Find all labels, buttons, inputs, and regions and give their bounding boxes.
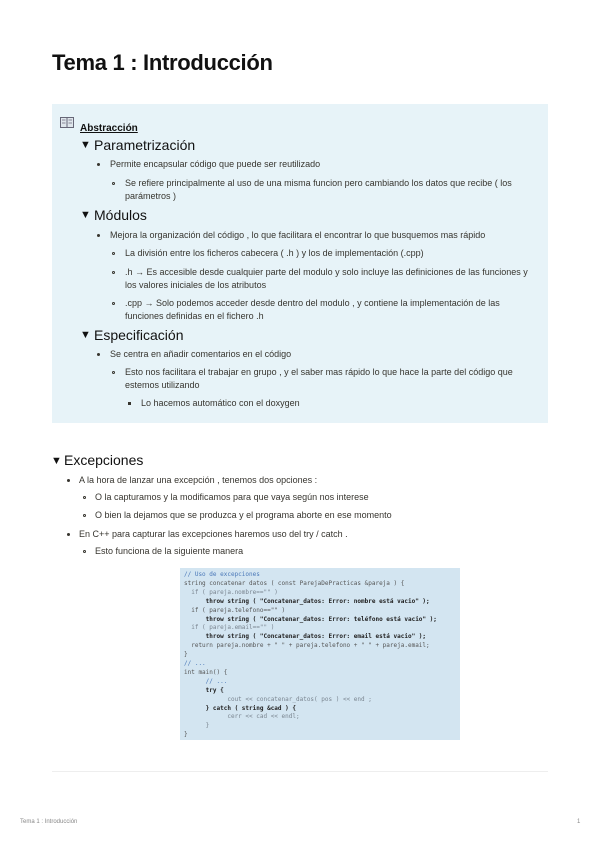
code-line: throw string ( "Concatenar_datos: Error: nombre está vacio" ); [184, 597, 430, 605]
list-item-text: Esto nos facilitara el trabajar en grupo , y el saber mas rápido lo que hace la parte del código que [125, 367, 513, 377]
list-item-text: Permite encapsular código que puede ser reutilizado [110, 159, 321, 169]
list-item-text: Se centra en añadir comentarios en el código [110, 349, 292, 359]
footer-title: Tema 1 : Introducción [20, 819, 78, 825]
list-item-text: .h → Es accesible desde cualquier parte del modulo y solo incluye las definiciones de las funciones y [125, 267, 528, 277]
toggle-arrow-icon[interactable]: ▼ [80, 329, 91, 341]
code-line: if ( pareja.email=="" ) [184, 624, 275, 632]
list-item-text: Mejora la organización del código , lo que facilitara el encontrar lo que busquemos mas rápido [110, 230, 486, 240]
section-title[interactable]: Especificación [94, 327, 184, 343]
code-line: cerr << cad << endl; [184, 713, 300, 721]
toggle-arrow-icon[interactable]: ▼ [51, 455, 62, 467]
page-title: Tema 1 : Introducción [52, 50, 273, 75]
bullet-icon [112, 182, 115, 185]
section-title[interactable]: Excepciones [64, 452, 144, 468]
list-item-text: .cpp → Solo podemos acceder desde dentro del modulo , y contiene la implementación de las [125, 298, 500, 308]
code-line: // Uso de excepciones [184, 571, 260, 578]
list-item-text: O la capturamos y la modificamos para que vaya según nos interese [95, 492, 369, 502]
book-icon [60, 117, 74, 128]
list-item-text: estemos utilizando [125, 380, 200, 390]
code-line: } catch ( string &cad ) { [184, 704, 296, 712]
section-title[interactable]: Módulos [94, 207, 147, 223]
code-line: throw string ( "Concatenar_datos: Error: email está vacio" ); [184, 633, 427, 641]
bullet-icon [83, 496, 86, 499]
divider [52, 771, 548, 772]
toggle-arrow-icon[interactable]: ▼ [80, 209, 91, 221]
list-item-text: Lo hacemos automático con el doxygen [141, 398, 300, 408]
bullet-icon [83, 550, 86, 553]
code-line: if ( pareja.telefono=="" ) [184, 606, 286, 614]
code-line: } [184, 722, 210, 730]
list-item-text: A la hora de lanzar una excepción , tenemos dos opciones : [79, 475, 318, 485]
bullet-icon [67, 533, 70, 536]
bullet-icon [97, 353, 100, 356]
code-line: } [184, 731, 188, 739]
bullet-icon [112, 371, 115, 374]
code-line: } [184, 651, 188, 659]
bullet-icon [67, 479, 70, 482]
list-item-text: funciones definidas en el fichero .h [125, 311, 264, 321]
code-block [180, 568, 460, 740]
bullet-icon [112, 271, 115, 274]
code-line: // ... [184, 677, 228, 685]
code-line: // ... [184, 660, 206, 667]
callout-heading: Abstracción [80, 123, 138, 134]
list-item-text: La división entre los ficheros cabecera ( .h ) y los de implementación (.cpp) [125, 248, 424, 258]
page-number: 1 [577, 819, 581, 825]
bullet-icon [97, 163, 100, 166]
list-item-text: parámetros ) [125, 191, 177, 201]
toggle-arrow-icon[interactable]: ▼ [80, 139, 91, 151]
bullet-icon [112, 252, 115, 255]
callout-block [52, 104, 548, 423]
bullet-icon [97, 234, 100, 237]
list-item-text: los valores iniciales de los atributos [125, 280, 267, 290]
bullet-icon [128, 402, 131, 405]
list-item-text: O bien la dejamos que se produzca y el programa aborte en ese momento [95, 510, 392, 520]
code-line: int main() { [184, 668, 228, 676]
code-line: if ( pareja.nombre=="" ) [184, 588, 278, 596]
code-line: throw string ( "Concatenar_datos: Error: teléfono está vacio" ); [184, 615, 437, 623]
code-line: return pareja.nombre + " " + pareja.telefono + " " + pareja.email; [184, 642, 430, 650]
list-item-text: En C++ para capturar las excepciones haremos uso del try / catch . [79, 529, 348, 539]
code-line: try { [184, 686, 224, 694]
bullet-icon [83, 514, 86, 517]
bullet-icon [112, 302, 115, 305]
list-item-text: Esto funciona de la siguiente manera [95, 546, 244, 556]
code-line: string concatenar datos ( const ParejaDePracticas &pareja ) { [184, 579, 405, 587]
section-title[interactable]: Parametrización [94, 137, 196, 153]
code-line: cout << concatenar_datos( pos ) << end ; [184, 695, 372, 703]
list-item-text: Se refiere principalmente al uso de una misma funcion pero cambiando los datos que recibe ( los [125, 178, 512, 188]
